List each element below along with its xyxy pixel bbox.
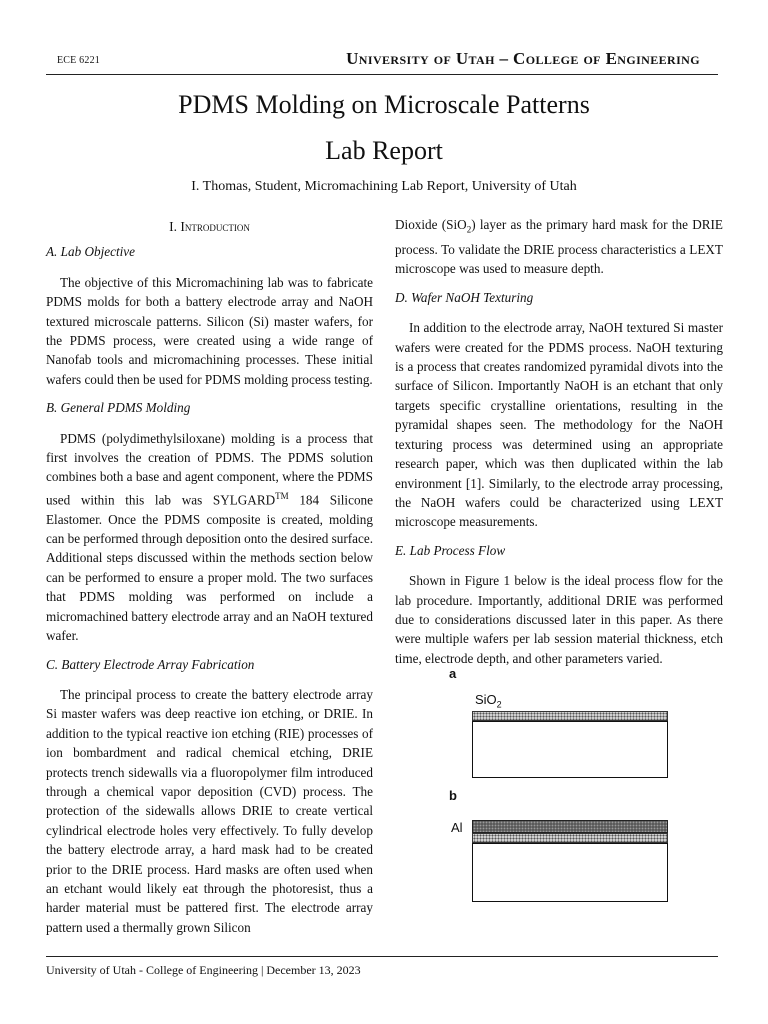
paragraph-hard-mask-continued xyxy=(395,215,723,279)
left-column xyxy=(46,215,373,946)
subsection-battery-electrode: C. Battery Electrode Array Fabrication xyxy=(46,656,255,672)
sio2-layer xyxy=(472,711,668,721)
paragraph-battery-electrode: The principal process to create the battery electrode array Si master wafers was deep reactive ion etching, or DRIE. In addition to the typical reactive ion etching (RIE) processes of ion bombardment and radical chemical etching, DRIE protects trench sidewalls via a fluoropolymer film introduced through a chemical vapor deposition (CVD) process. The protection of the sidewalls allows DRIE to create vertical cylindrical electrode holes very effectively. To fully develop the battery electrode array, a hard mask had to be created prior to the DRIE process. Hard masks are often used when an etchant would likely eat through the photoresist, thus a harder material must be pattered first. The electrode array pattern used a thermally grown Silicon xyxy=(46,686,373,935)
subscript-2: 2 xyxy=(466,224,472,235)
sio2-subscript: 2 xyxy=(496,699,502,710)
trademark-superscript: TM xyxy=(275,490,289,501)
paper-title: PDMS Molding on Microscale Patterns xyxy=(178,90,590,119)
subsection-lab-objective: A. Lab Objective xyxy=(46,244,135,260)
header-divider xyxy=(46,74,718,75)
paragraph-pdms-text-1: PDMS (polydimethylsiloxane) molding is a process that first involves the creation of PDMS. The PDMS solution combines both a base and agent component, where the PDMS used within this lab was SYLGARD xyxy=(46,430,373,508)
paragraph-pdms-molding xyxy=(46,429,373,646)
sio2-label xyxy=(475,692,502,710)
institution-header: University of Utah – College of Engineering xyxy=(346,49,700,68)
right-column xyxy=(395,215,723,677)
panel-b-label: b xyxy=(449,788,457,803)
course-code: ECE 6221 xyxy=(57,55,100,66)
sio2-text: SiO xyxy=(475,692,497,707)
section-heading-introduction: I. Introduction xyxy=(169,219,250,234)
al-layer xyxy=(472,820,668,833)
paragraph-process-flow: Shown in Figure 1 below is the ideal process flow for the lab procedure. Importantly, additional DRIE was performed due to considerations discussed later in this paper. As there were multiple wafers per lab session material thickness, etch time, electrode depth, and other parameters varied. xyxy=(395,573,723,666)
paragraph-lab-objective: The objective of this Micromachining lab was to fabricate PDMS molds for both a battery electrode array and NaOH textured microscale patterns. Silicon (Si) master wafers, for the PDMS process, were created using a wide range of Nanofab tools and micromachining processes. These initial wafers could then be used for PDMS molding process testing. xyxy=(46,274,373,387)
page-footer: University of Utah - College of Engineering | December 13, 2023 xyxy=(46,963,361,977)
paragraph-cont-text-2: ) layer as the primary hard mask for the DRIE process. To validate the DRIE process characteristics a LEXT microscope was used to measure depth. xyxy=(395,217,723,277)
panel-a-label: a xyxy=(449,666,457,681)
paragraph-pdms-text-2: 184 Silicone Elastomer. Once the PDMS composite is created, molding can be performed through deposition onto the desired surface. Additional steps discussed within the methods section below can be performed to ensure a proper mold. The two surfaces that PDMS molding was performed on include a micromachined battery electrode array and an NaOH textured wafer. xyxy=(46,492,374,644)
al-label: Al xyxy=(451,820,463,835)
paragraph-naoh-texturing: In addition to the electrode array, NaOH textured Si master wafers were created for the PDMS process. NaOH texturing is a process that creates randomized pyramidal divots into the surface of Silicon. Importantly NaOH is an etchant that only targets specific crystalline orientations, resulting in the pyramidal shapes seen. The methodology for the NaOH texturing process was determined using an appropriate research paper, which was then duplicated within the lab environment [1]. Similarly, to the electrode array processing, the NaOH wafers could be characterized using LEXT microscope measurements. xyxy=(395,320,723,530)
paper-subtitle: Lab Report xyxy=(325,136,443,165)
subsection-pdms-molding: B. General PDMS Molding xyxy=(46,400,191,416)
process-flow-figure xyxy=(445,664,685,914)
author-line: I. Thomas, Student, Micromachining Lab Report, University of Utah xyxy=(191,179,577,194)
silicon-substrate-a xyxy=(472,721,668,778)
paragraph-cont-text-1: Dioxide (SiO xyxy=(395,217,467,232)
silicon-substrate-b xyxy=(472,843,668,902)
subsection-naoh-texturing: D. Wafer NaOH Texturing xyxy=(395,289,534,305)
subsection-process-flow: E. Lab Process Flow xyxy=(395,542,506,558)
footer-divider xyxy=(46,956,718,957)
sio2-layer-b xyxy=(472,833,668,843)
